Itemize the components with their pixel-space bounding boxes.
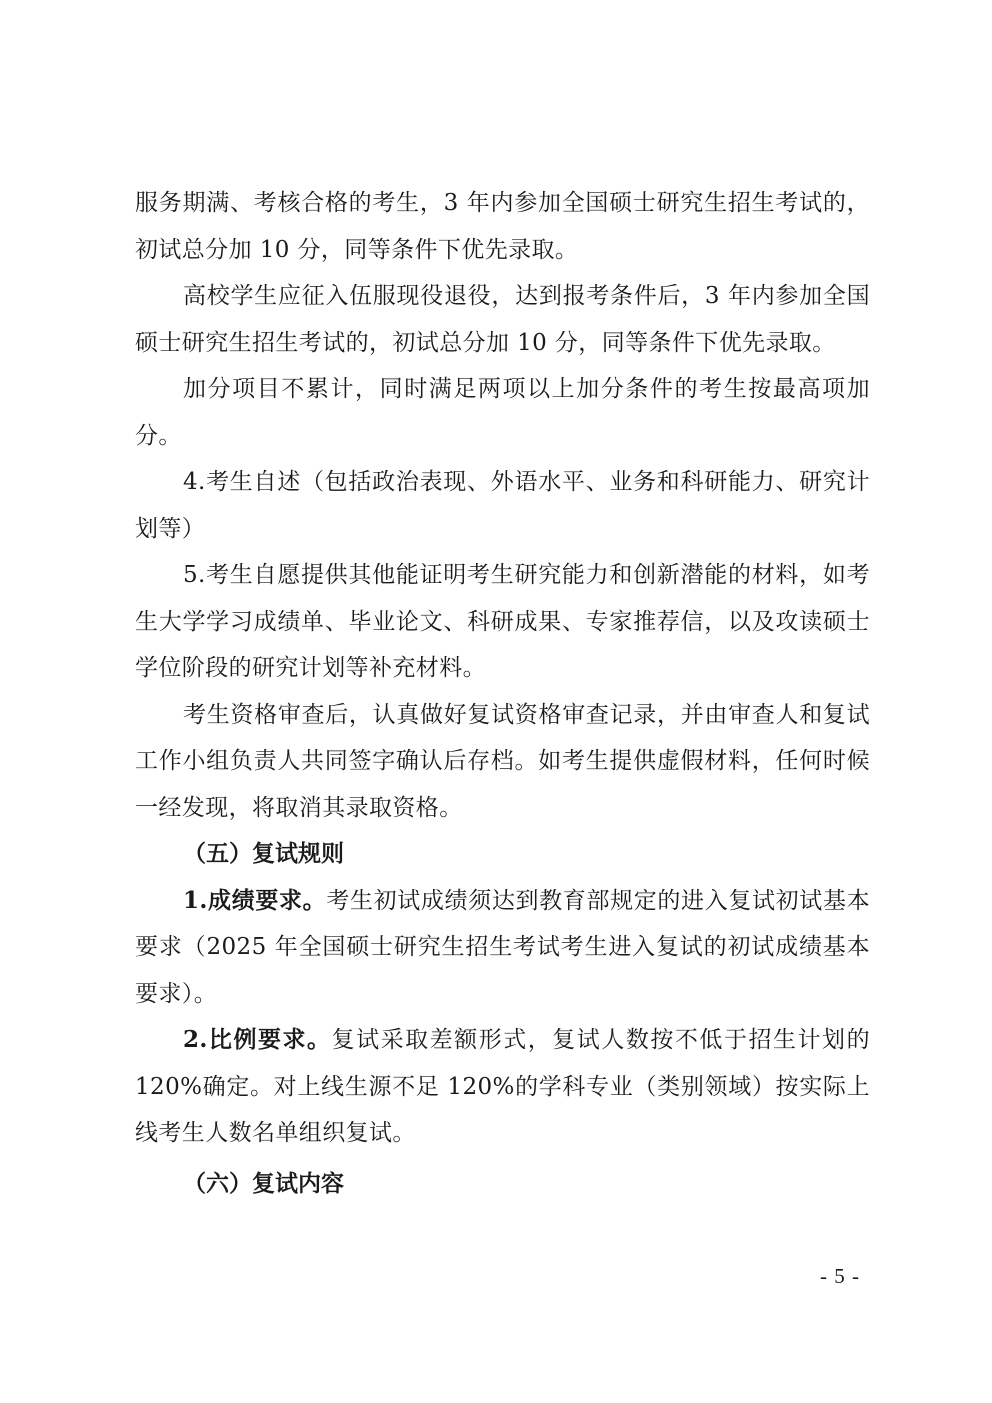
paragraph-bonus-not-cumulative: 加分项目不累计，同时满足两项以上加分条件的考生按最高项加分。 [135,376,870,449]
paragraph-self-statement: 4.考生自述（包括政治表现、外语水平、业务和科研能力、研究计划等） [135,469,870,542]
rule-score-requirement [135,878,870,1018]
paragraph-supplementary-materials: 5.考生自愿提供其他能证明考生研究能力和创新潜能的材料，如考生大学学习成绩单、毕业论文、科研成果、专家推荐信，以及攻读硕士学位阶段的研究计划等补充材料。 [135,562,870,681]
rule-ratio-requirement-text: 复试采取差额形式，复试人数按不低于招生计划的 120%确定。对上线生源不足 120%的学科专业（类别领域）按实际上线考生人数名单组织复试。 [135,1027,870,1146]
paragraph-military-bonus: 高校学生应征入伍服现役退役，达到报考条件后，3 年内参加全国硕士研究生招生考试的，初试总分加 10 分，同等条件下优先录取。 [135,283,870,356]
paragraph-service-bonus: 服务期满、考核合格的考生，3 年内参加全国硕士研究生招生考试的，初试总分加 10 分，同等条件下优先录取。 [135,190,870,263]
section-heading-retest-rules: （五）复试规则 [183,840,344,867]
paragraph-qualification-review: 考生资格审查后，认真做好复试资格审查记录，并由审查人和复试工作小组负责人共同签字确认后存档。如考生提供虚假材料，任何时候一经发现，将取消其录取资格。 [135,701,870,821]
page-number: - 5 - [820,1264,860,1288]
rule-score-requirement-text: 考生初试成绩须达到教育部规定的进入复试初试基本要求（2025 年全国硕士研究生招生考试考生进入复试的初试成绩基本要求）。 [135,887,871,1007]
rule-score-requirement-lead: 1.成绩要求。 [183,886,327,914]
section-heading-retest-content: （六）复试内容 [183,1169,344,1197]
rule-ratio-requirement-lead: 2.比例要求。 [183,1026,332,1053]
document-body [135,180,870,1207]
rule-ratio-requirement [135,1017,870,1157]
